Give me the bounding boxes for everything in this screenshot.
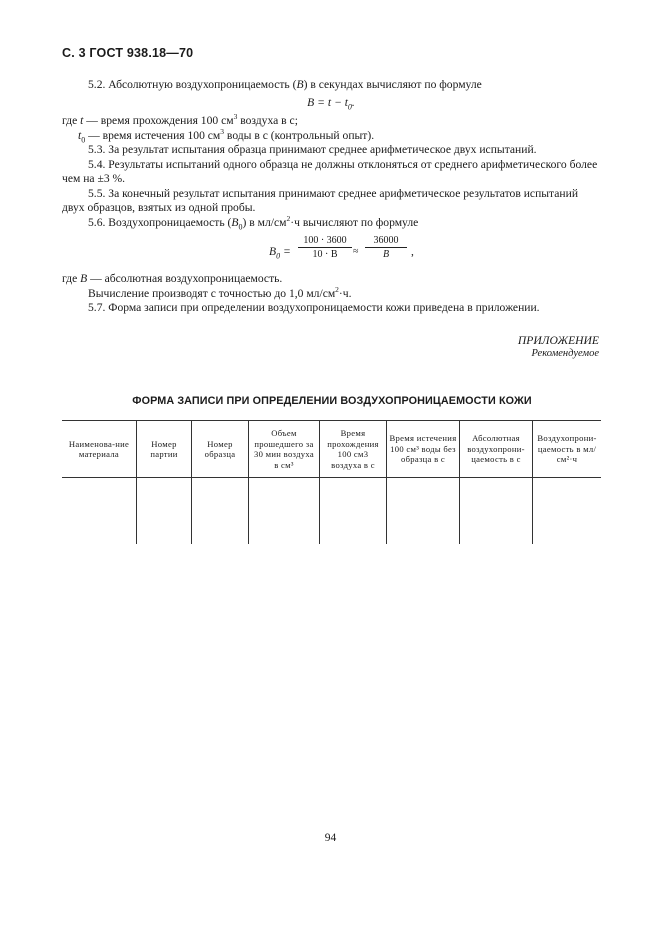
clause-5-2 — [62, 78, 600, 93]
var-b: В — [296, 78, 304, 91]
formula-1 — [62, 96, 600, 111]
col-sample-number: Номер образца — [192, 421, 249, 478]
clause-5-3: 5.3. За результат испытания образца принимают среднее арифметическое двух испытаний. — [88, 143, 537, 156]
formula-2-eq: = — [280, 245, 291, 258]
clause-5-2-text: 5.2. Абсолютную воздухопроницаемость ( — [88, 78, 297, 91]
var-t0: t — [78, 128, 82, 142]
formula-1-sub: 0 — [347, 101, 352, 111]
appendix-label — [518, 334, 599, 360]
clause-5-4: 5.4. Результаты испытаний одного образца не должны отклоняться от среднего арифметического более чем на ±3 %. — [62, 157, 598, 185]
table-header-row — [62, 421, 601, 478]
clause-5-5: 5.5. За конечный результат испытания принимают среднее арифметическое результатов испытаний двух образцов, взятых из одной пробы. — [62, 186, 579, 214]
var-t: t — [80, 114, 84, 127]
precision-tail: ·ч. — [338, 286, 352, 300]
col-permeability: Воздухопрони-цаемость в мл/см²·ч — [533, 421, 602, 478]
col-air-volume: Объем прошедшего за 30 мин воздуха в см³ — [249, 421, 320, 478]
where-t0-tail: воды в с (контрольный опыт). — [224, 128, 375, 142]
where-t-text: — время прохождения 100 см — [83, 114, 234, 127]
where-t0 — [62, 126, 600, 144]
formula-2-lhs-var: В — [269, 245, 277, 258]
table-cell — [460, 478, 533, 545]
where-t0-sup: 3 — [220, 126, 225, 136]
col-air-time: Время прохождения 100 см3 воздуха в с — [320, 421, 387, 478]
document-body — [62, 78, 600, 316]
clause-5-2-tail: ) в секундах вычисляют по формуле — [303, 78, 482, 91]
clause-5-6-text: 5.6. Воздухопроницаемость ( — [88, 215, 232, 229]
formula-2-lhs — [269, 245, 291, 260]
clause-5-6 — [62, 213, 600, 231]
where-b-prefix: где — [62, 272, 81, 285]
precision-note — [62, 284, 600, 302]
table-cell — [320, 478, 387, 545]
where-t — [62, 114, 600, 129]
var-b-def: В — [80, 272, 88, 285]
table-cell — [62, 478, 137, 545]
fraction-1-denominator: 10 · B — [312, 249, 338, 260]
appendix-status: Рекомендуемое — [531, 348, 599, 359]
var-t0-sub: 0 — [81, 134, 86, 144]
clause-5-6-unit: ) в мл/см — [242, 215, 287, 229]
col-material-name: Наименова-ние материала — [62, 421, 137, 478]
formula-1-expr: В = t − t — [307, 95, 348, 109]
page-header: С. 3 ГОСТ 938.18—70 — [62, 46, 194, 60]
record-form-table — [62, 420, 601, 544]
where-b — [62, 272, 600, 287]
fraction-2-denominator: B — [382, 249, 390, 260]
page-number: 94 — [324, 832, 337, 844]
where-t-tail: воздуха в с; — [237, 114, 298, 127]
clause-5-6-sup: 2 — [286, 213, 291, 223]
table-cell — [192, 478, 249, 545]
formula-2-lhs-sub: 0 — [276, 251, 281, 261]
precision-sup: 2 — [335, 284, 339, 294]
var-b0-sub: 0 — [238, 221, 243, 231]
clause-5-6-tail: ·ч вычисляют по формуле — [290, 215, 419, 229]
clause-5-7: 5.7. Форма записи при определении воздухопроницаемости кожи приведена в приложении. — [88, 301, 540, 314]
fraction-1-numerator: 100 · 3600 — [298, 234, 352, 248]
appendix-title: ПРИЛОЖЕНИЕ — [517, 334, 599, 347]
var-b0: В — [231, 215, 239, 229]
approx-sign: ≈ — [353, 246, 359, 257]
where-t-prefix: где — [62, 114, 81, 127]
fraction-1 — [298, 234, 352, 261]
precision-text: Вычисление производят с точностью до 1,0 мл/см — [88, 286, 336, 300]
col-batch-number: Номер партии — [137, 421, 192, 478]
table-row — [62, 478, 601, 545]
formula-2-comma: , — [411, 245, 414, 258]
where-b-text: — абсолютная воздухопроницаемость. — [87, 272, 283, 285]
col-water-time: Время истечения 100 см³ воды без образца в с — [387, 421, 460, 478]
form-title: ФОРМА ЗАПИСИ ПРИ ОПРЕДЕЛЕНИИ ВОЗДУХОПРОНИЦАЕМОСТИ КОЖИ — [132, 395, 532, 407]
table-cell — [249, 478, 320, 545]
where-t-sup: 3 — [233, 112, 238, 122]
col-absolute-permeability: Абсолютная воздухопрони-цаемость в с — [460, 421, 533, 478]
formula-2 — [62, 234, 600, 272]
table-cell — [387, 478, 460, 545]
fraction-2-numerator: 36000 — [365, 234, 407, 248]
fraction-2 — [365, 234, 407, 261]
where-t0-text: — время истечения 100 см — [85, 128, 221, 142]
formula-1-end: . — [351, 95, 355, 109]
table-cell — [533, 478, 602, 545]
table-cell — [137, 478, 192, 545]
